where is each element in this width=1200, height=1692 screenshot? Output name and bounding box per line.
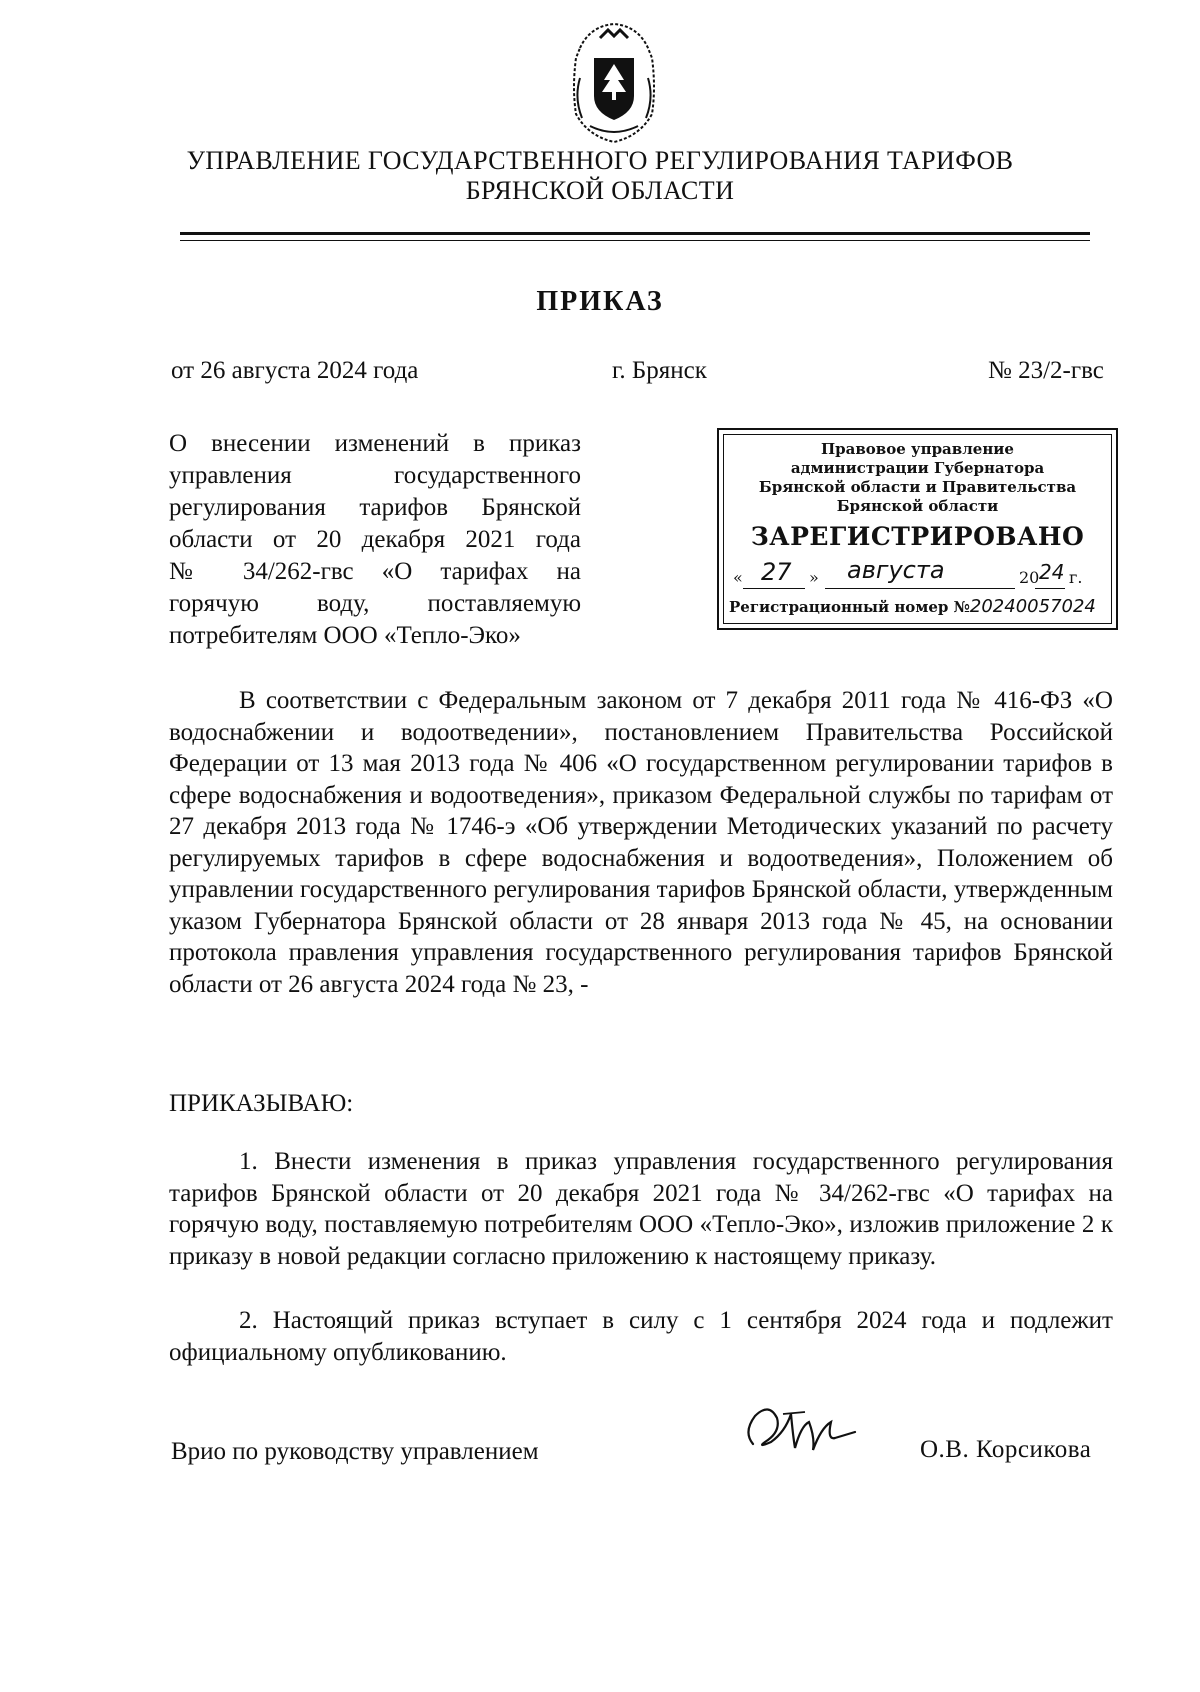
stamp-line: Правовое управление: [821, 440, 1014, 458]
signatory-name: О.В. Корсикова: [920, 1436, 1092, 1463]
subject-line: потребителям ООО «Тепло-Эко»: [169, 622, 521, 649]
order-item-1: 1. Внести изменения в приказ управления государственного регулирования тарифов Брянской области от 20 декабря 2021 года № 34/262-гвс «О тарифах на горячую воду, поставляемую потребителям ООО «Тепло-Эко», изложив приложение 2 к приказу в новой редакции согласно приложению к настоящему приказу.: [169, 1148, 1113, 1270]
registration-stamp: [717, 428, 1118, 630]
document-title: ПРИКАЗ: [536, 286, 664, 317]
order-city: г. Брянск: [612, 357, 707, 384]
signatory-position: Врио по руководству управлением: [171, 1438, 539, 1465]
order-word: ПРИКАЗЫВАЮ:: [169, 1090, 354, 1117]
stamp-date: « 27 » августа 20 24 г.: [733, 556, 1083, 587]
stamp-reg-number: Регистрационный номер №20240057024: [729, 596, 1096, 617]
header-rule-thin: [180, 240, 1090, 241]
stamp-registered: ЗАРЕГИСТРИРОВАНО: [750, 522, 1085, 551]
subject-line: области от 20 декабря 2021 года: [169, 526, 581, 553]
order-number: № 23/2-гвс: [988, 357, 1104, 384]
org-name-line2: БРЯНСКОЙ ОБЛАСТИ: [465, 176, 735, 205]
stamp-year: 24: [1039, 560, 1065, 584]
order-item-2: 2. Настоящий приказ вступает в силу с 1 сентября 2024 года и подлежит официальному опубликованию.: [169, 1307, 1113, 1366]
handwritten-signature: [735, 1392, 885, 1472]
coat-of-arms-icon: [560, 18, 668, 148]
subject-line: управления государственного: [169, 462, 581, 489]
subject-line: регулирования тарифов Брянской: [169, 494, 581, 521]
org-name-line1: УПРАВЛЕНИЕ ГОСУДАРСТВЕННОГО РЕГУЛИРОВАНИЯ ТАРИФОВ: [186, 146, 1014, 175]
preamble: В соответствии с Федеральным законом от 7 декабря 2011 года № 416-ФЗ «О водоснабжении и водоотведении», постановлением Правительства Российской Федерации от 13 мая 2013 года № 406 «О государственном регулировании тарифов в сфере водоснабжения и водоотведения», приказом Федеральной службы по тарифам от 27 декабря 2013 года № 1746-э «Об утверждении Методических указаний по расчету регулируемых тарифов в сфере водоснабжения и водоотведения», Положением об управлении государственного регулирования тарифов Брянской области, утвержденным указом Губернатора Брянской области от 28 января 2013 года № 45, на основании протокола правления управления государственного регулирования тарифов Брянской области от 26 августа 2024 года № 23, -: [169, 687, 1113, 998]
stamp-reg-number-hand: 20240057024: [969, 596, 1096, 617]
subject-line: № 34/262-гвс «О тарифах на: [169, 558, 581, 585]
stamp-day: 27: [761, 558, 792, 586]
stamp-line: Брянской области: [836, 497, 999, 515]
stamp-line: администрации Губернатора: [790, 459, 1045, 477]
header-rule-thick: [180, 232, 1090, 235]
order-subject: [169, 428, 581, 652]
stamp-month: августа: [847, 556, 945, 584]
order-date: от 26 августа 2024 года: [171, 357, 419, 384]
subject-line: горячую воду, поставляемую: [169, 590, 581, 617]
stamp-line: Брянской области и Правительства: [758, 478, 1077, 496]
subject-line: О внесении изменений в приказ: [169, 430, 581, 457]
